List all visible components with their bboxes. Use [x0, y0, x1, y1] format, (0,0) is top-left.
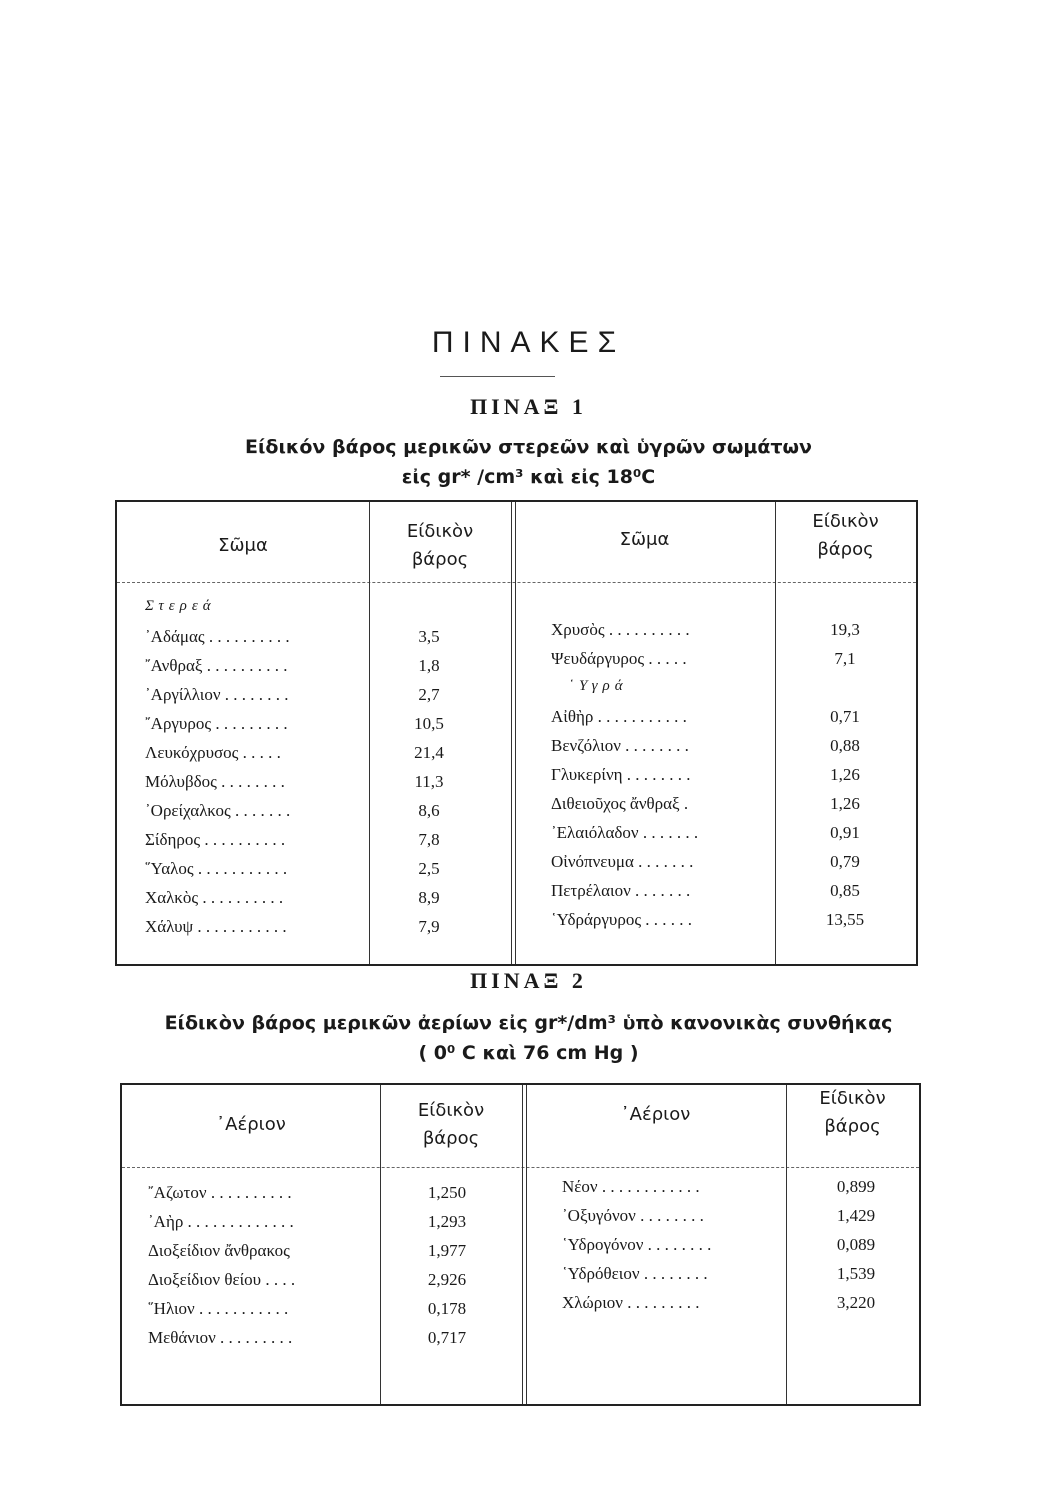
table-row [551, 910, 911, 939]
substance-name: ᾿Ελαιόλαδον . . . . . . . [551, 823, 699, 842]
table-row [145, 685, 515, 714]
table-row [562, 1293, 912, 1322]
table2-header-value-right [786, 1085, 919, 1141]
table2-right-list [562, 1177, 912, 1322]
table-row [551, 765, 911, 794]
density-value: 0,79 [830, 852, 860, 871]
table2-header-value-left-line2: βάρος [422, 1128, 480, 1149]
table1-header-name-left: Σῶμα [218, 535, 268, 556]
table-row [562, 1235, 912, 1264]
density-value: 0,71 [830, 707, 860, 726]
table-row [145, 743, 515, 772]
density-value: 19,3 [830, 620, 860, 639]
substance-name: Γλυκερίνη . . . . . . . . [551, 765, 691, 784]
density-value: 2,7 [418, 685, 440, 704]
page-title: ΠΙΝΑΚΕΣ [431, 326, 626, 359]
density-value: 1,293 [427, 1212, 467, 1231]
substance-name: Πετρέλαιον . . . . . . . [551, 881, 691, 900]
table1-header-value-right-line1: Είδικὸν [812, 511, 879, 532]
density-value: 2,5 [418, 859, 440, 878]
table-row [145, 801, 515, 830]
density-value: 2,926 [427, 1270, 467, 1289]
table-row [551, 707, 911, 736]
substance-name: ᾿Ορείχαλκος . . . . . . . [145, 801, 291, 820]
table2-header-value-right-line2: βάρος [824, 1116, 881, 1137]
density-value: 1,977 [427, 1241, 467, 1260]
table-row [148, 1328, 528, 1357]
density-value: 8,6 [418, 801, 440, 820]
substance-name: Χρυσὸς . . . . . . . . . . [551, 620, 690, 639]
gas-name: ῎Αζωτον . . . . . . . . . . [148, 1183, 292, 1202]
table-row [148, 1270, 528, 1299]
substance-name: Χάλυψ . . . . . . . . . . . [145, 917, 287, 936]
substance-name: Διθειοῦχος ἄνθραξ . [551, 794, 689, 813]
gas-name: Μεθάνιον . . . . . . . . . [148, 1328, 293, 1347]
table1-section-liquids [551, 678, 911, 707]
density-value: 10,5 [414, 714, 444, 733]
table-row [551, 852, 911, 881]
table2-header-name-left: ᾿Αέριον [216, 1114, 286, 1135]
table2-heading: ΠΙΝΑΞ 2 [470, 968, 587, 993]
substance-name: ῎Αργυρος . . . . . . . . . [145, 714, 288, 733]
density-value: 13,55 [825, 910, 865, 929]
gas-name: Νέον . . . . . . . . . . . . [562, 1177, 700, 1196]
table1-header-value-left-line1: Είδικὸν [406, 521, 474, 542]
density-value: 11,3 [414, 772, 444, 791]
substance-name: ῞Υαλος . . . . . . . . . . . [145, 859, 288, 878]
density-value: 1,429 [836, 1206, 876, 1225]
substance-name: Σίδηρος . . . . . . . . . . [145, 830, 286, 849]
table-row [551, 794, 911, 823]
table1-heading: ΠΙΝΑΞ 1 [470, 394, 587, 419]
gas-name: Χλώριον . . . . . . . . . [562, 1293, 700, 1312]
table-row [148, 1299, 528, 1328]
density-value: 7,1 [834, 649, 856, 668]
table-row [145, 627, 515, 656]
density-value: 8,9 [418, 888, 440, 907]
density-value: 0,91 [830, 823, 860, 842]
substance-name: ῎Ανθραξ . . . . . . . . . . [145, 656, 288, 675]
density-value: 1,26 [830, 765, 860, 784]
table-row [562, 1264, 912, 1293]
density-value: 0,089 [836, 1235, 876, 1254]
table-row [562, 1206, 912, 1235]
substance-name: ᾿Αργίλλιον . . . . . . . . [145, 685, 289, 704]
table-row [148, 1241, 528, 1270]
table-row [551, 736, 911, 765]
table1-section-solids [145, 598, 515, 627]
table-row [145, 888, 515, 917]
section-label: ῾Υγρά [569, 678, 628, 694]
density-value: 0,88 [830, 736, 860, 755]
gas-name: Διοξείδιον ἄνθρακος [148, 1241, 290, 1260]
table-row [145, 917, 515, 946]
density-value: 1,8 [418, 656, 440, 675]
table1-header-value-right-line2: βάρος [817, 539, 874, 560]
table1-header-value-left [369, 518, 511, 574]
table1-header-value-left-line2: βάρος [411, 549, 469, 570]
density-value: 0,178 [427, 1299, 467, 1318]
density-value: 1,26 [830, 794, 860, 813]
section-label: Στερεά [145, 598, 216, 614]
table-row [145, 859, 515, 888]
table-row [551, 649, 911, 678]
gas-name: ῾Υδρογόνον . . . . . . . . [562, 1235, 712, 1254]
density-value: 0,899 [836, 1177, 876, 1196]
substance-name: Χαλκὸς . . . . . . . . . . [145, 888, 284, 907]
density-value: 1,539 [836, 1264, 876, 1283]
density-value: 21,4 [414, 743, 444, 762]
table2-caption-line2: ( 0⁰ C καὶ 76 cm Hg ) [418, 1042, 639, 1064]
table-row [145, 772, 515, 801]
table2-left-list [148, 1183, 528, 1357]
title-divider [440, 376, 555, 377]
table-row [145, 714, 515, 743]
substance-name: Ψευδάργυρος . . . . . [551, 649, 687, 668]
gas-name: Διοξείδιον θείου . . . . [148, 1270, 296, 1289]
table-row [562, 1177, 912, 1206]
table1-left-list [145, 598, 515, 946]
substance-name: ᾿Αδάμας . . . . . . . . . . [145, 627, 290, 646]
density-value: 0,85 [830, 881, 860, 900]
table1-header-rule [117, 582, 916, 583]
substance-name: ῾Υδράργυρος . . . . . . [551, 910, 693, 929]
density-value: 0,717 [427, 1328, 467, 1347]
density-value: 3,5 [418, 627, 440, 646]
substance-name: Αἰθὴρ . . . . . . . . . . . [551, 707, 687, 726]
table-row [145, 830, 515, 859]
table-row [551, 823, 911, 852]
table2-header-value-left-line1: Είδικὸν [417, 1100, 485, 1121]
table1-caption-line1: Είδικόν βάρος μερικῶν στερεῶν καὶ ὑγρῶν σωμάτων [245, 436, 812, 458]
table1-caption-line2: εἰς gr* /cm³ καὶ εἰς 18⁰C [401, 466, 656, 488]
gas-name: ᾿Αὴρ . . . . . . . . . . . . . [148, 1212, 294, 1231]
gas-name: ᾿Οξυγόνον . . . . . . . . [562, 1206, 704, 1225]
gas-name: ῾Υδρόθειον . . . . . . . . [562, 1264, 708, 1283]
table2-header-rule [122, 1167, 919, 1168]
substance-name: Βενζόλιον . . . . . . . . [551, 736, 689, 755]
substance-name: Οἰνόπνευμα . . . . . . . [551, 852, 694, 871]
table2-header-name-right: ᾿Αέριον [620, 1104, 691, 1125]
table2-caption-line1: Είδικὸν βάρος μερικῶν ἀερίων εἰς gr*/dm³ ὑπὸ κανονικὰς συνθήκας [164, 1012, 893, 1034]
table2 [120, 1083, 921, 1406]
table1 [115, 500, 918, 966]
table2-header-value-left [380, 1097, 522, 1153]
table-row [148, 1212, 528, 1241]
table1-header-value-right [775, 508, 916, 564]
substance-name: Λευκόχρυσος . . . . . [145, 743, 281, 762]
density-value: 1,250 [427, 1183, 467, 1202]
table1-header-name-right: Σῶμα [619, 529, 670, 550]
substance-name: Μόλυβδος . . . . . . . . [145, 772, 285, 791]
table-row [551, 620, 911, 649]
table1-right-list [551, 620, 911, 939]
gas-name: ῞Ηλιον . . . . . . . . . . . [148, 1299, 289, 1318]
density-value: 7,9 [418, 917, 440, 936]
table-row [148, 1183, 528, 1212]
density-value: 3,220 [836, 1293, 876, 1312]
table-row [551, 881, 911, 910]
table-row [145, 656, 515, 685]
table2-header-value-right-line1: Είδικὸν [819, 1088, 886, 1109]
density-value: 7,8 [418, 830, 440, 849]
